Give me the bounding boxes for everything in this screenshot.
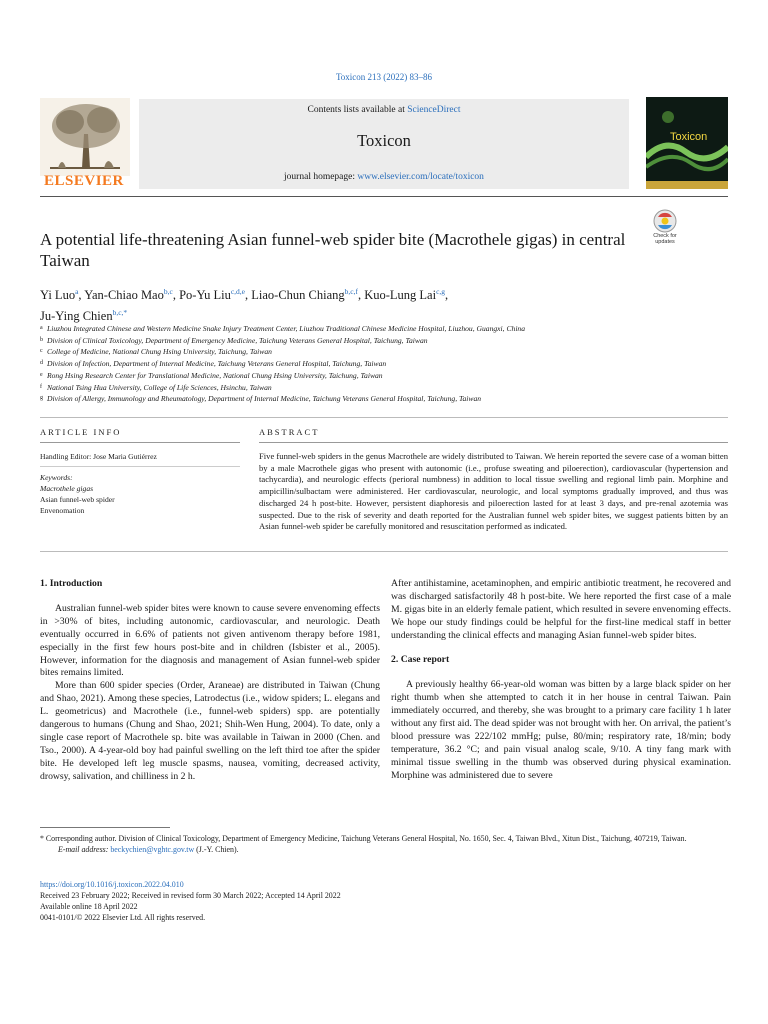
left-column	[40, 578, 380, 784]
keyword-item: Macrothele gigas	[40, 484, 94, 493]
affiliation-label: g	[40, 395, 43, 402]
author-name[interactable]: Po-Yu Liu	[179, 288, 231, 303]
section-rule	[40, 417, 728, 418]
affiliation-text: College of Medicine, National Chung Hsing University, Taichung, Taiwan	[47, 347, 272, 357]
header-rule	[40, 196, 728, 197]
affiliation-text: Liuzhou Integrated Chinese and Western Medicine Snake Injury Treatment Center, Liuzhou Traditional Chinese Medicine Hospital, Liuzhou, Guangxi, China	[47, 324, 526, 333]
info-sub-rule	[40, 466, 240, 467]
intro-paragraph: More than 600 spider species (Order, Araneae) are distributed in Taiwan (Chung and Shao, 2021). Among these species, Latrodectus (i.e., widow spiders; L. elegans and L. geometricus) and Macrothele (i.e., funnel-web spiders) spp. are potentially dangerous to humans (Chung and Shao, 2021; Shih-Wen Hung, 2004). To date, only a single case report of Macrothele sp. bite was available in Taiwan in 2000 (Chen. and Tso., 2000). A 4-year-old boy had painful swelling on the left third toe after the spider bite. He developed left leg muscle spasms, nausea, vomiting, decreased activity, drowsy, salivation, and chilliness in 2 h.	[40, 680, 380, 782]
author-affil-ref[interactable]: c,d,e	[230, 287, 245, 296]
affiliation-label: f	[40, 383, 42, 390]
check-for-updates-button[interactable]	[647, 209, 683, 247]
doi-link[interactable]: https://doi.org/10.1016/j.toxicon.2022.04.010	[40, 880, 184, 889]
footnote-block	[40, 833, 728, 855]
affiliation-item	[40, 335, 730, 347]
journal-masthead	[139, 99, 629, 189]
online-date: Available online 18 April 2022	[40, 902, 138, 911]
case-report-heading: 2. Case report	[391, 653, 450, 665]
affiliation-item	[40, 393, 730, 405]
author-affil-ref[interactable]: c,g	[436, 287, 446, 296]
affiliation-label: d	[40, 360, 43, 367]
sciencedirect-link[interactable]: ScienceDirect	[407, 105, 461, 115]
journal-homepage-link[interactable]: www.elsevier.com/locate/toxicon	[357, 172, 484, 182]
affiliation-label: b	[40, 336, 43, 343]
journal-cover-image[interactable]	[646, 97, 728, 189]
abstract-text: Five funnel-web spiders in the genus Macrothele are widely distributed to Taiwan. We herein reported the severe case of a woman bitten by a male Macrothele gigas who present with autonomic (i.e., profuse sweating and piloerection), cardiovascular (hypertension and tachycardia), and neurologic effects (perioral numbness) in addition to local tissue swelling and regional limb pain. Morphine and ampicillin/sulbactam were administered. Her cardiovascular, neurologic, and local symptoms gradually improved, and thus was discharged 24 h post-bite. However, persistent diaphoresis and piloerection lasted for at least 3 days, and pre-renal azotemia was suspected. Due to the risk of severity and death reported for the Australian funnel web spider bites, we suggest patients bitten by an Asian funnel-web spider be carefully monitored and resuscitation performed as indicated.	[259, 451, 728, 532]
elsevier-wordmark: ELSEVIER	[44, 173, 124, 189]
cover-title: Toxicon	[670, 131, 708, 143]
intro-heading: 1. Introduction	[40, 578, 103, 589]
affiliation-label: c	[40, 348, 43, 355]
elsevier-logo	[40, 98, 130, 190]
article-title: A potential life-threatening Asian funnel-web spider bite (Macrothele gigas) in central Taiwan	[40, 230, 626, 270]
keywords-block	[40, 472, 245, 516]
author-name[interactable]: Ju-Ying Chien	[40, 309, 113, 324]
affiliation-label: a	[40, 325, 43, 331]
author-name[interactable]: Kuo-Lung Lai	[364, 288, 437, 303]
affiliation-list	[40, 323, 730, 405]
snake-cover-icon	[646, 97, 728, 189]
affiliation-item	[40, 382, 730, 394]
footnote-rule	[40, 827, 170, 828]
affiliation-text: Rong Hsing Research Center for Translational Medicine, National Chung Hsing University, Taichung, Taiwan	[47, 370, 383, 380]
case-paragraph: A previously healthy 66-year-old woman was bitten by a large black spider on her right thumb when she attempted to catch it in her house in central Taiwan. Pain immediately occurred, and thereby, she was brought to a primary care facility 1 h later without any first aid. The dead spider was not brought with her. On arrival, the patient’s blood pressure was 222/102 mmHg; pulse, 80/min; respiratory rate, 18/min; body temperature, 36.2 °C; and pain visual analog scale, 9/10. A tiny fang mark with minimal tissue swelling in the thumb was observed during physical examination. Morphine was administered due to severe	[391, 679, 731, 781]
email-suffix: (J.-Y. Chien).	[194, 845, 239, 854]
contents-prefix: Contents lists available at	[307, 105, 408, 115]
author-affil-ref[interactable]: b,c,*	[112, 308, 128, 318]
abstract-end-rule	[40, 551, 728, 552]
author-name[interactable]: Yi Luo	[40, 288, 76, 303]
author-affil-ref[interactable]: b,c,f	[344, 287, 358, 296]
homepage-prefix: journal homepage:	[284, 172, 358, 182]
keyword-item: Envenomation	[40, 506, 85, 515]
article-info-heading: ARTICLE INFO	[40, 427, 122, 437]
email-label: E-mail address:	[58, 845, 111, 854]
contents-line	[139, 105, 629, 115]
info-rule	[40, 442, 240, 443]
keyword-item: Asian funnel-web spider	[40, 495, 115, 504]
author-name[interactable]: Liao-Chun Chiang	[251, 288, 345, 303]
intro-continuation: After antihistamine, acetaminophen, and empiric antibiotic treatment, he recovered and was discharged satisfactorily 48 h post-bite. We here reported the first case of a male M. gigas bite in an elderly female patient, which resulted in severe envenoming effects. We hope our study findings could be helpful for the first-line medical staff in better understanding the clinical effects and managing Asian funnel-web spider bites.	[391, 578, 731, 641]
affiliation-item	[40, 358, 730, 370]
right-column	[391, 578, 731, 783]
affiliation-text: Division of Allergy, Immunology and Rheumatology, Department of Internal Medicine, Taichung Veterans General Hospital, Taichung, Taiwan	[47, 394, 482, 404]
author-affil-ref[interactable]: b,c	[163, 287, 173, 296]
affiliation-item	[40, 370, 730, 382]
author-name[interactable]: Yan-Chiao Mao	[84, 288, 164, 303]
affiliation-text: Division of Infection, Department of Internal Medicine, Taichung Veterans General Hospital, Taichung, Taiwan	[47, 359, 387, 369]
keywords-label: Keywords:	[40, 473, 73, 482]
affiliation-item	[40, 346, 730, 358]
affiliation-label: e	[40, 371, 43, 378]
received-dates: Received 23 February 2022; Received in revised form 30 March 2022; Accepted 14 April 2022	[40, 891, 341, 900]
crossmark-icon	[647, 209, 683, 233]
publication-info	[40, 879, 728, 923]
corresponding-author-note: * Corresponding author. Division of Clinical Toxicology, Department of Emergency Medicine, Taichung Veterans General Hospital, No. 1650, Sec. 4, Taiwan Blvd., Xitun Dist., Taichung, 407219, Taiwan.	[40, 834, 687, 843]
email-line	[40, 844, 728, 855]
abstract-heading: ABSTRACT	[259, 427, 320, 437]
abstract-rule	[259, 442, 728, 443]
copyright-line: 0041-0101/© 2022 Elsevier Ltd. All rights reserved.	[40, 913, 206, 922]
elsevier-tree-icon	[40, 98, 130, 176]
crossmark-label: Check for updates	[653, 233, 677, 245]
homepage-line	[139, 172, 629, 182]
intro-paragraph: Australian funnel-web spider bites were known to cause severe envenoming effects in >30% of bites, including autonomic, cardiovascular, and neurologic. Death eventually occurred in 6.6% of patients not given antivenom therapy before 1981, especially in the first few hours post-bite and in children (Isbister et al., 2005). However, information for the diagnosis and management of Asian funnel-web spider bites remains limited.	[40, 602, 380, 679]
author-affil-ref[interactable]: a	[75, 287, 79, 296]
email-link[interactable]: beckychien@vghtc.gov.tw	[110, 845, 195, 854]
journal-citation[interactable]: Toxicon 213 (2022) 83–86	[335, 72, 433, 82]
author-list: Yi Luo$^a$, Yan-Chiao Mao$^{b,c}$, Po-Yu Liu$^{c,d,e}$, Liao-Chun Chiang$^{b,c,f}$, Kuo-Lung Lai$^{c,g}$, Ju-Ying Chien$^{b,c,*}$	[40, 287, 449, 324]
journal-title: Toxicon	[357, 131, 411, 150]
affiliation-item	[40, 323, 730, 335]
affiliation-text: National Tsing Hua University, College of Life Sciences, Hsinchu, Taiwan	[47, 382, 272, 392]
handling-editor: Handling Editor: Jose Maria Gutiérrez	[40, 452, 157, 461]
affiliation-text: Division of Clinical Toxicology, Department of Emergency Medicine, Taichung Veterans General Hospital, Taichung, Taiwan	[47, 335, 428, 345]
